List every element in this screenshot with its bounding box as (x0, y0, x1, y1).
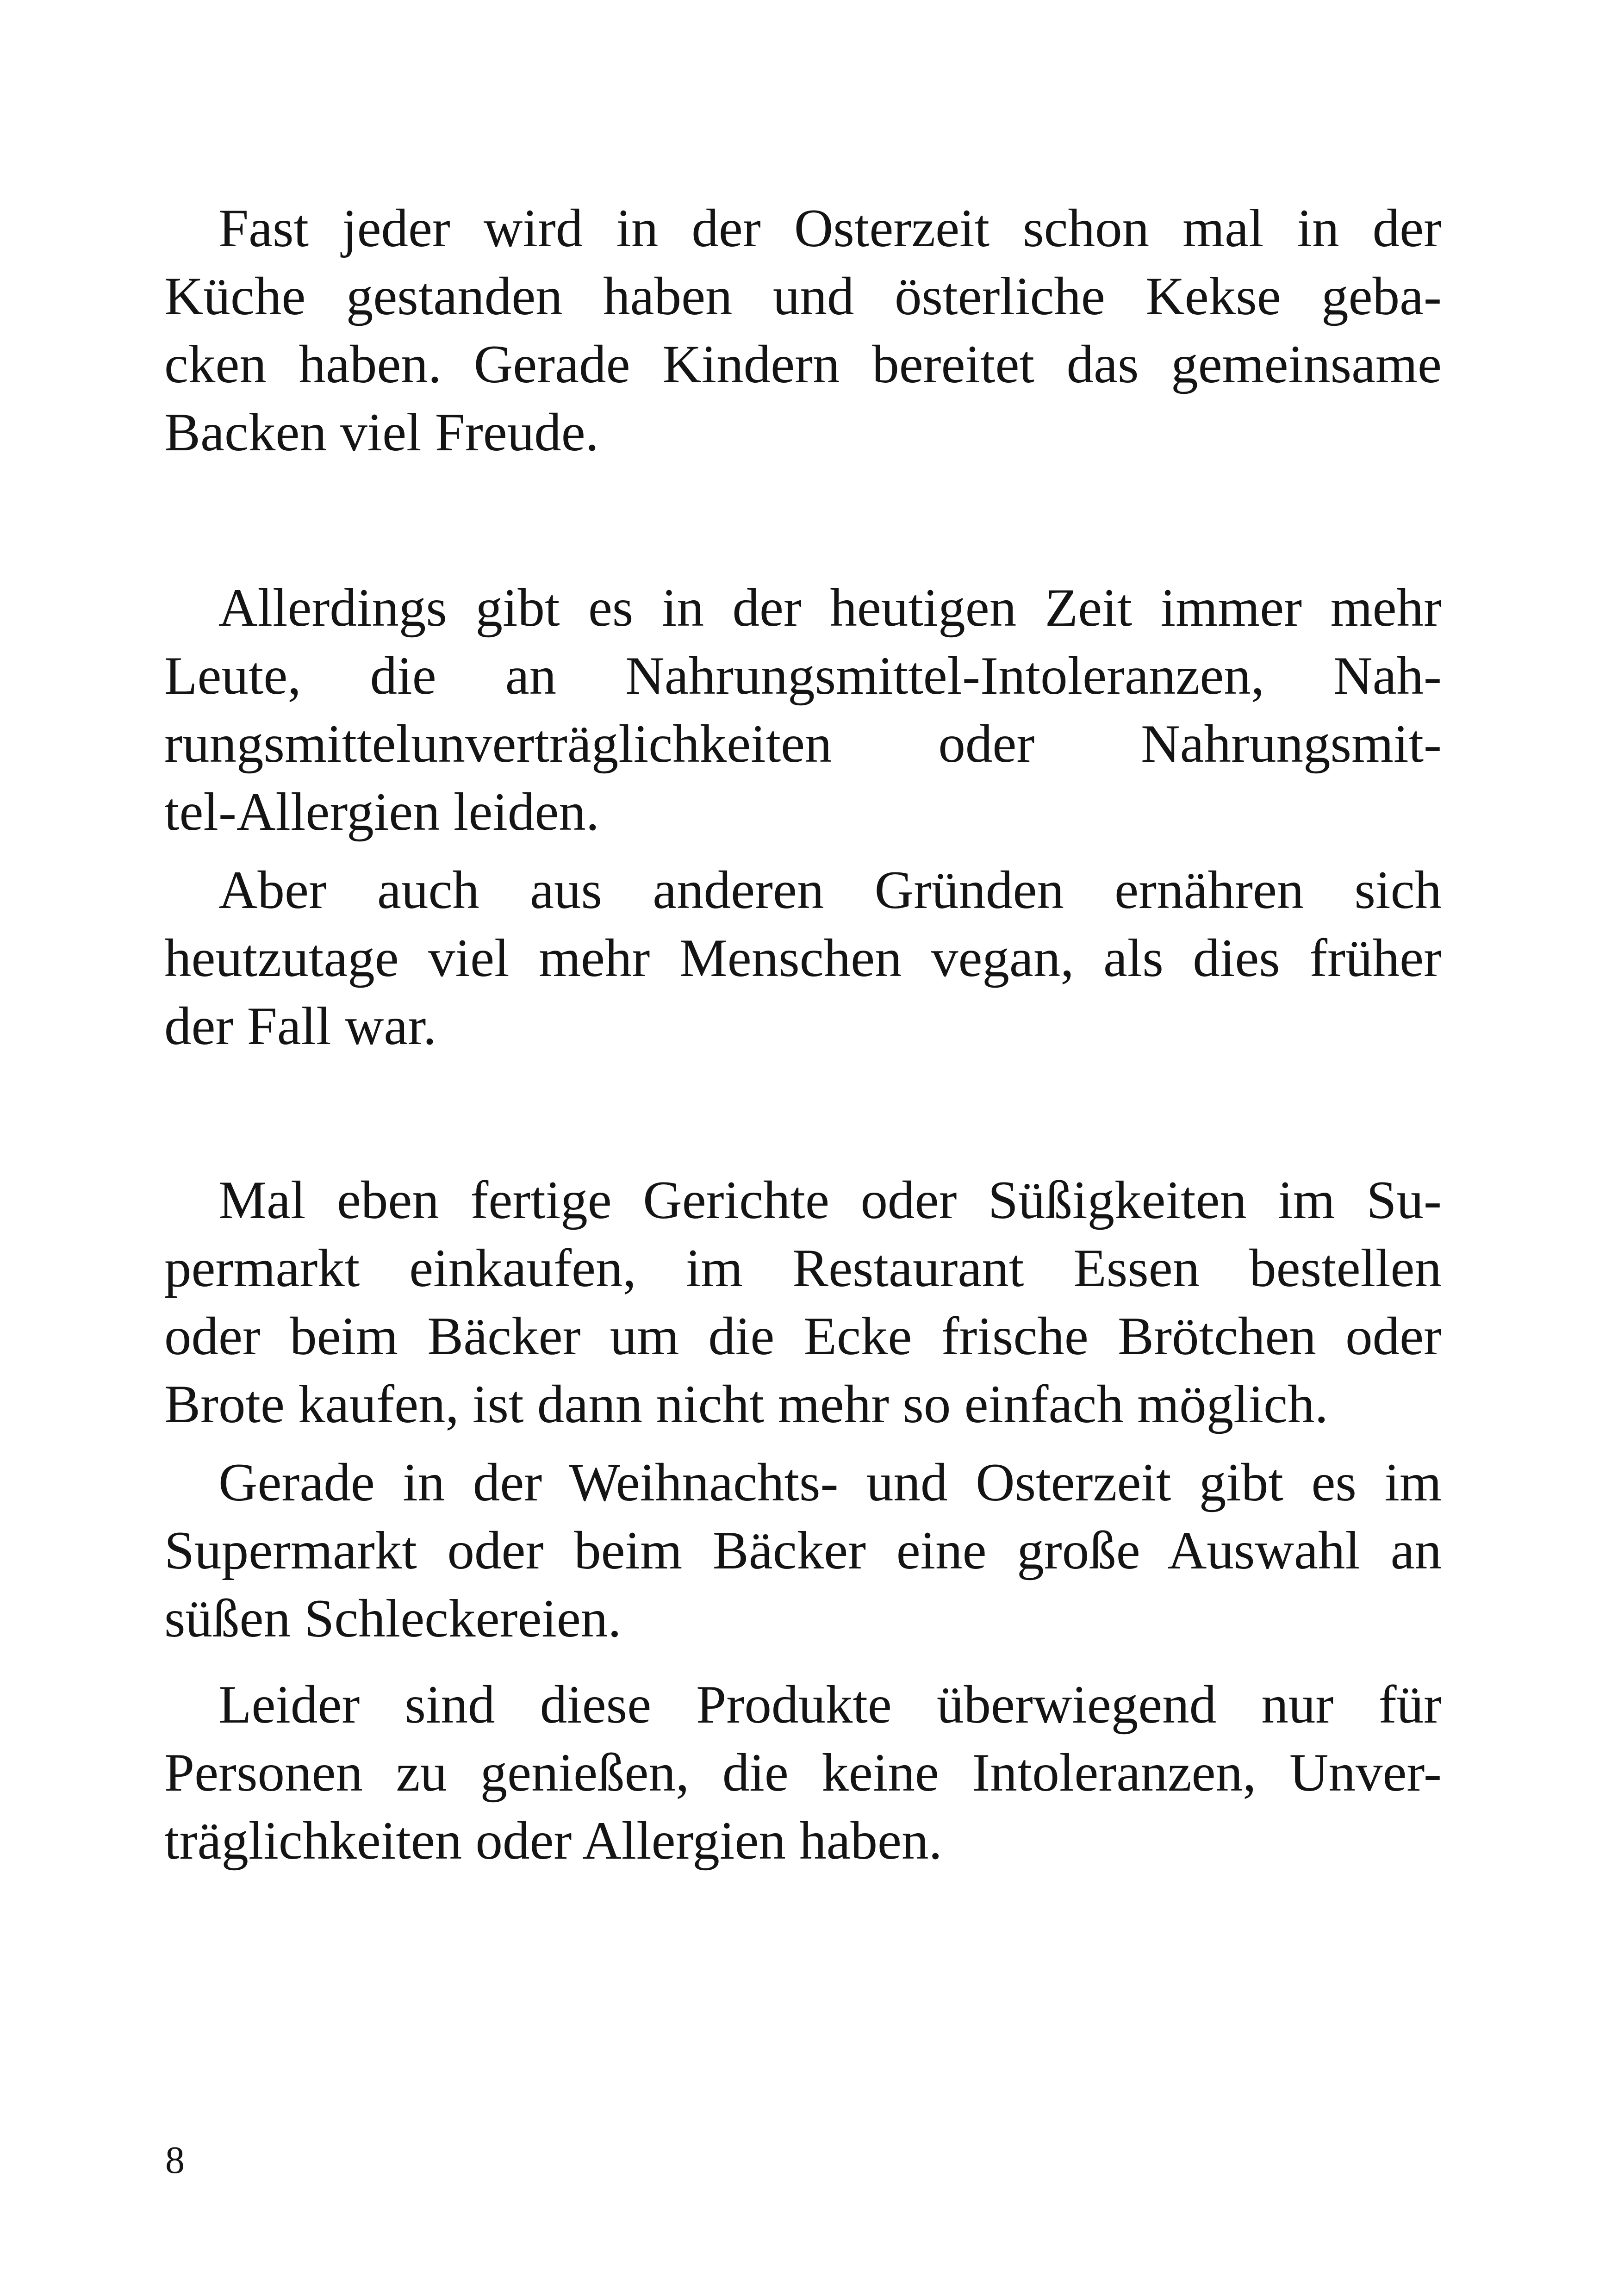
paragraph-line: heutzutage viel mehr Menschen vegan, als dies früher (164, 928, 1442, 988)
paragraph-line: cken haben. Gerade Kindern bereitet das gemeinsame (164, 335, 1442, 394)
paragraph-line: träglichkeiten oder Allergien haben. (164, 1811, 942, 1871)
paragraph-line: Fast jeder wird in der Osterzeit schon mal in der (218, 199, 1442, 258)
paragraph-line: Backen viel Freude. (164, 403, 599, 462)
paragraph-line: der Fall war. (164, 996, 437, 1056)
paragraph-intolerances (164, 574, 1442, 846)
paragraph-holiday-sweets (164, 1449, 1442, 1653)
paragraph-line: Allerdings gibt es in der heutigen Zeit immer mehr (218, 578, 1442, 638)
paragraph-line: rungsmittelunverträglichkeiten oder Nahrungsmit- (164, 714, 1442, 774)
paragraph-line: Mal eben fertige Gerichte oder Süßigkeiten im Su- (218, 1170, 1442, 1230)
paragraph-line: Brote kaufen, ist dann nicht mehr so einfach möglich. (164, 1375, 1328, 1434)
paragraph-products (164, 1671, 1442, 1875)
paragraph-easter-baking (164, 194, 1442, 467)
paragraph-line: permarkt einkaufen, im Restaurant Essen bestellen (164, 1238, 1442, 1298)
paragraph-vegan (164, 856, 1442, 1060)
page-number: 8 (165, 2139, 185, 2182)
paragraph-line: Personen zu genießen, die keine Intoleranzen, Unver- (164, 1743, 1442, 1803)
paragraph-line: Supermarkt oder beim Bäcker eine große Auswahl an (164, 1521, 1442, 1580)
paragraph-line: Küche gestanden haben und österliche Kekse geba- (164, 267, 1442, 326)
paragraph-line: Aber auch aus anderen Gründen ernähren sich (218, 860, 1442, 920)
paragraph-line: süßen Schleckereien. (164, 1589, 622, 1649)
paragraph-line: tel-Allergien leiden. (164, 782, 599, 842)
paragraph-line: oder beim Bäcker um die Ecke frische Brötchen oder (164, 1307, 1442, 1366)
paragraph-line: Leute, die an Nahrungsmittel-Intoleranzen, Nah- (164, 646, 1442, 706)
paragraph-line: Gerade in der Weihnachts- und Osterzeit gibt es im (218, 1453, 1442, 1512)
paragraph-line: Leider sind diese Produkte überwiegend nur für (218, 1675, 1442, 1735)
paragraph-shopping (164, 1166, 1442, 1438)
